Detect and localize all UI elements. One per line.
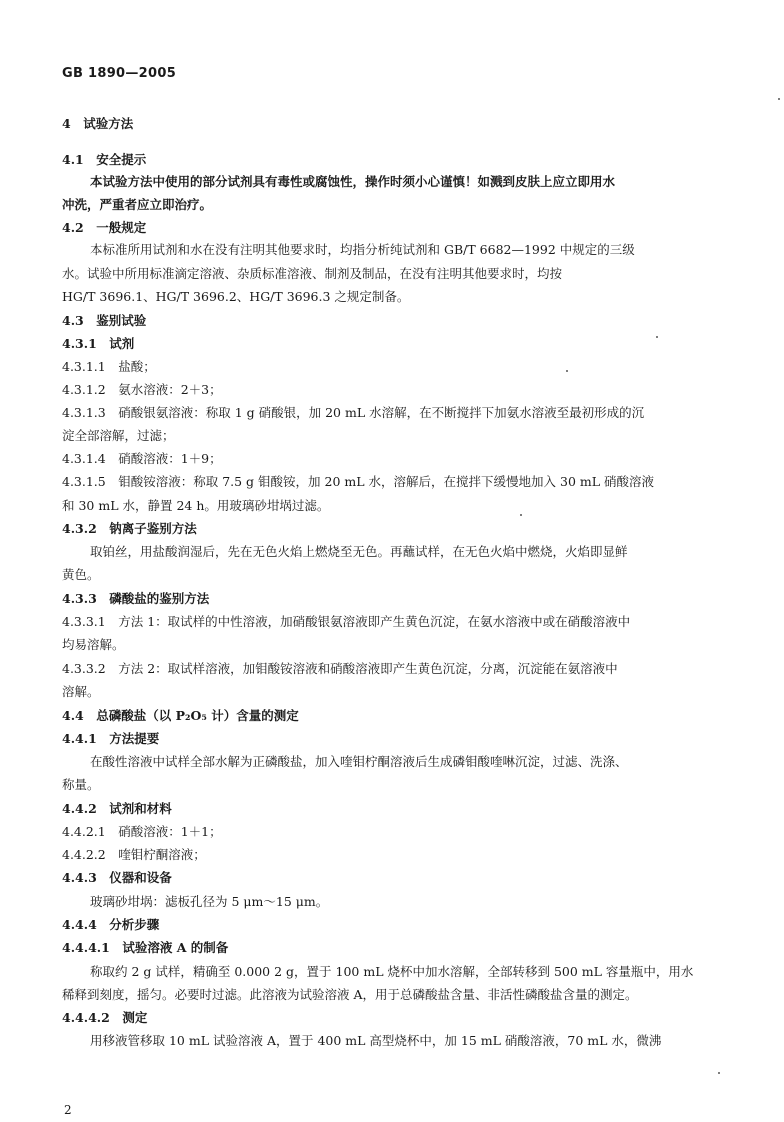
section-heading: 4.4.4.1 试验溶液 A 的制备 — [62, 940, 229, 955]
section-heading: 4.4.4.2 测定 — [62, 1010, 148, 1025]
body-text-line: 称取约 2 g 试样，精确至 0.000 2 g，置于 100 mL 烧杯中加水溶解，全部转移到 500 mL 容量瓶中，用水 — [90, 964, 694, 979]
section-heading: 4.3.1 试剂 — [62, 336, 135, 351]
section-heading: 4.4 总磷酸盐（以 P₂O₅ 计）含量的测定 — [62, 708, 299, 723]
section-heading: 4.3.2 钠离子鉴别方法 — [62, 521, 197, 536]
body-text-line: 淀全部溶解，过滤； — [62, 428, 175, 443]
section-heading: 本试验方法中使用的部分试剂具有毒性或腐蚀性，操作时须小心谨慎！如溅到皮肤上应立即用水 — [90, 174, 616, 189]
section-heading: 4.3.3 磷酸盐的鉴别方法 — [62, 591, 210, 606]
body-text-line: 溶解。 — [62, 684, 100, 699]
section-heading: 4.4.3 仪器和设备 — [62, 870, 172, 885]
scan-speck — [566, 370, 568, 372]
scan-speck — [778, 98, 780, 100]
body-text-line: 玻璃砂坩埚：滤板孔径为 5 μm～15 μm。 — [90, 894, 329, 909]
standard-number: GB 1890—2005 — [62, 66, 177, 81]
body-text-line: 4.3.1.2 氨水溶液：2＋3； — [62, 382, 222, 397]
body-text-line: 黄色。 — [62, 567, 100, 582]
section-heading: 冲洗，严重者应立即治疗。 — [62, 197, 213, 212]
section-heading: 4.4.1 方法提要 — [62, 731, 160, 746]
section-heading: 4.1 安全提示 — [62, 152, 147, 167]
body-text-line: 用移液管移取 10 mL 试验溶液 A，置于 400 mL 高型烧杯中，加 15 mL 硝酸溶液，70 mL 水，微沸 — [90, 1033, 662, 1048]
body-text-line: 4.3.1.4 硝酸溶液：1＋9； — [62, 451, 222, 466]
section-heading: 4.3 鉴别试验 — [62, 313, 147, 328]
scan-speck — [520, 514, 522, 516]
body-text-line: 本标准所用试剂和水在没有注明其他要求时，均指分析纯试剂和 GB/T 6682—1992 中规定的三级 — [90, 242, 635, 257]
body-text-line: 4.3.1.5 钼酸铵溶液：称取 7.5 g 钼酸铵，加 20 mL 水，溶解后，在搅拌下缓慢地加入 30 mL 硝酸溶液 — [62, 474, 654, 489]
body-text-line: 稀释到刻度，摇匀。必要时过滤。此溶液为试验溶液 A，用于总磷酸盐含量、非活性磷酸盐含量的测定。 — [62, 987, 638, 1002]
section-heading: 4.4.2 试剂和材料 — [62, 801, 172, 816]
body-text-line: 4.3.1.1 盐酸； — [62, 359, 156, 374]
body-text-line: 4.3.3.1 方法 1：取试样的中性溶液，加硝酸银氨溶液即产生黄色沉淀，在氨水溶液中或在硝酸溶液中 — [62, 614, 631, 629]
body-text-line: 和 30 mL 水，静置 24 h。用玻璃砂坩埚过滤。 — [62, 498, 330, 513]
body-text-line: 在酸性溶液中试样全部水解为正磷酸盐，加入喹钼柠酮溶液后生成磷钼酸喹啉沉淀，过滤、洗涤、 — [90, 754, 628, 769]
body-text-line: 4.3.1.3 硝酸银氨溶液：称取 1 g 硝酸银，加 20 mL 水溶解，在不断搅拌下加氨水溶液至最初形成的沉 — [62, 405, 645, 420]
scan-speck — [656, 336, 658, 338]
body-text-line: 4.4.2.1 硝酸溶液：1＋1； — [62, 824, 222, 839]
body-text-line: 均易溶解。 — [62, 637, 125, 652]
body-text-line: 称量。 — [62, 777, 100, 792]
page-number: 2 — [64, 1103, 72, 1117]
section-heading: 4 试验方法 — [62, 116, 134, 131]
body-text-line: HG/T 3696.1、HG/T 3696.2、HG/T 3696.3 之规定制备。 — [62, 289, 410, 304]
body-text-line: 4.3.3.2 方法 2：取试样溶液，加钼酸铵溶液和硝酸溶液即产生黄色沉淀，分离，沉淀能在氨溶液中 — [62, 661, 618, 676]
body-text-line: 水。试验中所用标准滴定溶液、杂质标准溶液、制剂及制品，在没有注明其他要求时，均按 — [62, 266, 563, 281]
section-heading: 4.2 一般规定 — [62, 220, 147, 235]
body-text-line: 取铂丝，用盐酸润湿后，先在无色火焰上燃烧至无色。再蘸试样，在无色火焰中燃烧，火焰即显鲜 — [90, 544, 628, 559]
body-text-line: 4.4.2.2 喹钼柠酮溶液； — [62, 847, 206, 862]
scan-speck — [718, 1072, 720, 1074]
section-heading: 4.4.4 分析步骤 — [62, 917, 160, 932]
